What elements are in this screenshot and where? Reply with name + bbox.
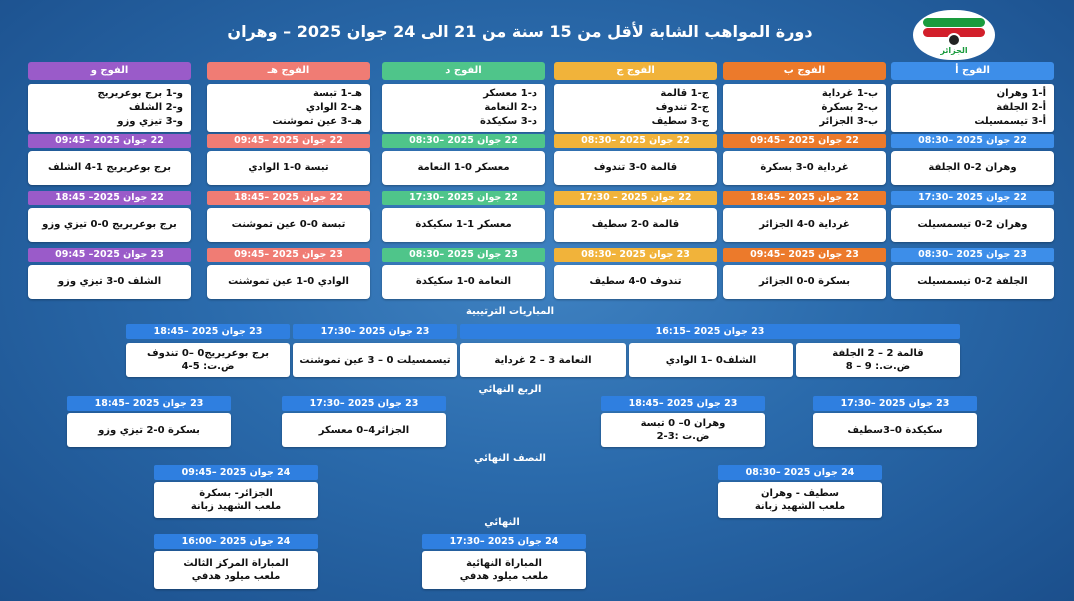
match-result: تندوف 0-4 سطيف [554,265,717,299]
page-title: دورة المواهب الشابة لأقل من 15 سنة من 21 الى 24 جوان 2025 – وهران [227,22,813,41]
placement-match [293,343,457,377]
placement-match [126,343,290,377]
group-h-matches [207,134,370,304]
group-h-column [207,62,370,132]
match-result: تبسة 0-0 عين تموشنت [207,208,370,242]
match-result: الجلفة 2-0 تيسمسيلت [891,265,1054,299]
match-result: تبسة 0-1 الوادي [207,151,370,185]
group-b-matches [723,134,886,304]
match-time: 23 جوان 2025– 09:45 [28,248,191,262]
group-a-matches [891,134,1054,304]
group-d-matches [382,134,545,304]
group-b-column [723,62,886,132]
quarter-time-bar: 23 جوان 2025 –18:45 [601,396,765,411]
semi-time-bar: 24 جوان 2025 –08:30 [718,465,882,480]
team-c1: ج-1 قالمة [660,88,709,99]
team-a1: أ-1 وهران [996,88,1046,99]
venue-line: ملعب الشهيد زبانة [754,501,846,512]
match-time: 22 جوان 2025 –08:30 [891,134,1054,148]
match-line: سطيف - وهران [760,488,839,499]
venue-line: ملعب الشهيد زبانة [190,501,282,512]
match-time: 22 جوان 2025 –08:30 [382,134,545,148]
group-a-header: الفوج أ [891,62,1054,80]
match-line: وهران 0– 0 تبسة [640,418,726,429]
match-line: قالمة 2 – 2 الجلفة [832,348,924,359]
quarter-match [601,413,765,447]
penalty-line: ض.ت :3-2 [656,431,710,442]
match-time: 22 جوان 2025 –08:30 [554,134,717,148]
logo-text: الجزائر [940,46,968,55]
match-time: 22 جوان 2025 –09:45 [723,134,886,148]
group-a-teams [891,84,1054,132]
group-d-header: الفوج د [382,62,545,80]
semi-match [718,482,882,518]
faf-logo-icon [913,10,995,60]
match-time: 23 جوان 2025 –09:45 [207,248,370,262]
match-line: المباراة المركز الثالث [183,558,289,569]
team-a2: أ-2 الجلفة [996,102,1046,113]
group-c-header: الفوج ج [554,62,717,80]
placement-match [629,343,793,377]
quarter-title: الربع النهائي [478,384,542,395]
match-time: 22 جوان 2025 –18:45 [207,191,370,205]
placement-match [460,343,626,377]
group-c-matches [554,134,717,304]
match-line: الجزائر- بسكرة [199,488,273,499]
match-time: 22 جوان 2025 –17:30 [382,191,545,205]
placement-time-bar: 23 جوان 2025 –16:15 [460,324,960,339]
match-line: المباراة النهائية [466,558,542,569]
team-b3: ب-3 الجزائر [819,116,878,127]
match-line: بسكرة 0-2 تيزي وزو [98,424,200,436]
quarter-match [67,413,231,447]
group-b-teams [723,84,886,132]
match-result: قالمة 0-3 تندوف [554,151,717,185]
third-place-time-bar: 24 جوان 2025 –16:00 [154,534,318,549]
match-result: معسكر 0-1 النعامة [382,151,545,185]
group-b-header: الفوج ب [723,62,886,80]
venue-line: ملعب ميلود هدفي [191,571,281,582]
team-b1: ب-1 غرداية [821,88,878,99]
team-h3: هـ-3 عين تموشنت [272,116,362,127]
match-result: الشلف 0-3 تيزي وزو [28,265,191,299]
match-time: 23 جوان 2025 –08:30 [382,248,545,262]
penalty-line: ض.ت: 5-4 [181,361,235,372]
final-match [422,551,586,589]
match-result: قالمة 0-2 سطيف [554,208,717,242]
semi-time-bar: 24 جوان 2025 –09:45 [154,465,318,480]
quarter-time-bar: 23 جوان 2025 –18:45 [67,396,231,411]
match-line: الشلف0 –1 الوادي [665,354,757,366]
match-time: 22 جوان 2025 – 17:30 [554,191,717,205]
match-result: وهران 2-0 تيسمسيلت [891,208,1054,242]
match-time: 22 جوان 2025 –17:30 [891,191,1054,205]
venue-line: ملعب ميلود هدفي [459,571,549,582]
quarter-time-bar: 23 جوان 2025 –17:30 [282,396,446,411]
placement-time-bar: 23 جوان 2025 –17:30 [293,324,457,339]
match-time: 22 جوان 2025 –09:45 [28,134,191,148]
match-time: 23 جوان 2025 –08:30 [891,248,1054,262]
placement-title: المباريات الترتيبية [465,306,555,317]
placement-match [796,343,960,377]
match-time: 22 جوان 2025– 18:45 [28,191,191,205]
match-line: الجزائر4–0 معسكر [318,424,410,436]
third-place-match [154,551,318,589]
group-h-teams [207,84,370,132]
penalty-line: ض.ت.: 9 – 8 [845,361,911,372]
final-title: النهائي [484,517,520,528]
match-result: غرداية 0-3 بسكرة [723,151,886,185]
final-time-bar: 24 جوان 2025 –17:30 [422,534,586,549]
team-d3: د-3 سكيكدة [480,116,537,127]
match-result: النعامة 0-1 سكيكدة [382,265,545,299]
group-c-teams [554,84,717,132]
group-d-column [382,62,545,132]
team-w1: و-1 برج بوعريريج [97,88,183,99]
match-result: غرداية 0-4 الجزائر [723,208,886,242]
match-line: النعامة 3 – 2 غرداية [494,354,592,366]
team-h1: هـ-1 تبسة [312,88,362,99]
match-result: برج بوعريريج 0-0 تيزي وزو [28,208,191,242]
group-d-teams [382,84,545,132]
match-line: تيسمسيلت 0 – 3 عين تموشنت [299,354,451,366]
group-w-matches [28,134,191,304]
group-w-column [28,62,191,132]
match-result: وهران 2-0 الجلفة [891,151,1054,185]
team-a3: أ-3 تيسمسيلت [974,116,1046,127]
quarter-match [813,413,977,447]
group-c-column [554,62,717,132]
team-d1: د-1 معسكر [483,88,537,99]
match-line: سكيكدة 0–3سطيف [847,424,943,436]
group-h-header: الفوج هـ [207,62,370,80]
group-w-teams [28,84,191,132]
team-c2: ج-2 تندوف [655,102,709,113]
group-a-column [891,62,1054,132]
placement-time-bar: 23 جوان 2025 –18:45 [126,324,290,339]
match-time: 23 جوان 2025 –09:45 [723,248,886,262]
match-result: برج بوعريريج 1-4 الشلف [28,151,191,185]
match-time: 22 جوان 2025 –18:45 [723,191,886,205]
quarter-match [282,413,446,447]
match-time: 23 جوان 2025 –08:30 [554,248,717,262]
match-result: معسكر 1-1 سكيكدة [382,208,545,242]
match-result: بسكرة 0-0 الجزائر [723,265,886,299]
quarter-time-bar: 23 جوان 2025 –17:30 [813,396,977,411]
team-h2: هـ-2 الوادي [305,102,362,113]
semi-match [154,482,318,518]
team-w2: و-2 الشلف [128,102,183,113]
team-c3: ج-3 سطيف [651,116,709,127]
match-time: 22 جوان 2025 –09:45 [207,134,370,148]
match-result: الوادي 0-1 عين تموشنت [207,265,370,299]
team-w3: و-3 تيزي وزو [117,116,183,127]
semi-title: النصف النهائي [473,453,546,464]
team-b2: ب-2 بسكرة [821,102,878,113]
team-d2: د-2 النعامة [484,102,537,113]
group-w-header: الفوج و [28,62,191,80]
match-line: برج بوعريريج0 –0 تندوف [146,348,270,359]
